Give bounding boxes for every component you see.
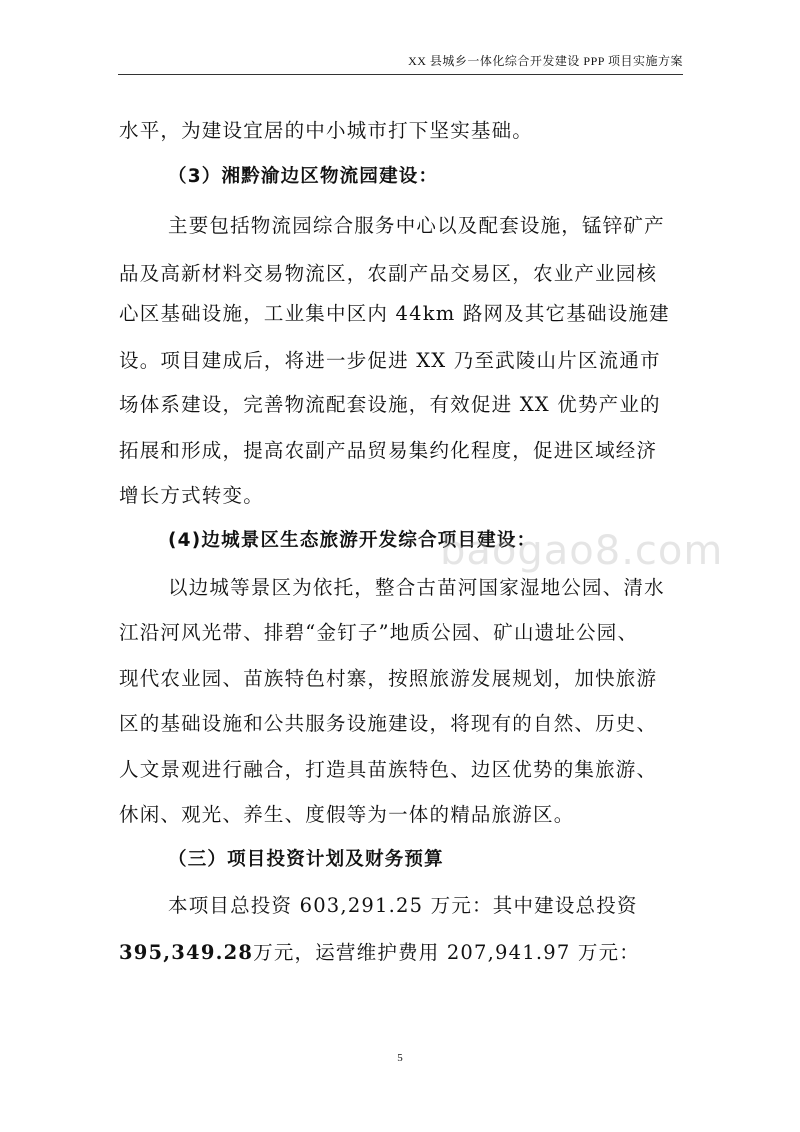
paragraph-line: 区的基础设施和公共服务设施建设，将现有的自然、历史、 bbox=[119, 712, 658, 735]
paragraph-line: 江沿河风光带、排碧“金钉子”地质公园、矿山遗址公园、 bbox=[119, 621, 639, 644]
paragraph-line bbox=[119, 937, 640, 965]
paragraph-line: 场体系建设，完善物流配套设施，有效促进 XX 优势产业的 bbox=[119, 393, 661, 416]
paragraph-line: 增长方式转变。 bbox=[119, 484, 264, 507]
paragraph-line: 水平，为建设宜居的中小城市打下坚实基础。 bbox=[119, 119, 534, 142]
watermark: baogao8.com bbox=[440, 528, 724, 574]
header-title: XX 县城乡一体化综合开发建设 PPP 项目实施方案 bbox=[408, 54, 683, 68]
construction-investment-amount: 395,349.28 bbox=[119, 941, 254, 964]
paragraph-line: 设。项目建成后，将进一步促进 XX 乃至武陵山片区流通市 bbox=[119, 349, 661, 372]
paragraph-line-rest: 万元，运营维护费用 207,941.97 万元： bbox=[253, 941, 640, 964]
paragraph-line: 品及高新材料交易物流区，农副产品交易区，农业产业园核 bbox=[119, 262, 658, 285]
paragraph-line: 心区基础设施，工业集中区内 44km 路网及其它基础设施建 bbox=[119, 302, 670, 325]
subheading-4: (4)边城景区生态旅游开发综合项目建设： bbox=[168, 530, 537, 551]
paragraph-line: 拓展和形成，提高农副产品贸易集约化程度，促进区域经济 bbox=[119, 439, 658, 462]
paragraph-line: 本项目总投资 603,291.25 万元：其中建设总投资 bbox=[168, 894, 638, 917]
paragraph-line: 人文景观进行融合，打造具苗族特色、边区优势的集旅游、 bbox=[119, 758, 658, 781]
paragraph-line: 休闲、观光、养生、度假等为一体的精品旅游区。 bbox=[119, 803, 575, 826]
paragraph-line: 现代农业园、苗族特色村寨，按照旅游发展规划，加快旅游 bbox=[119, 667, 658, 690]
page-number: 5 bbox=[397, 1052, 403, 1064]
paragraph-line: 主要包括物流园综合服务中心以及配套设施，锰锌矿产 bbox=[168, 214, 665, 237]
paragraph-line: 以边城等景区为依托，整合古苗河国家湿地公园、清水 bbox=[168, 576, 665, 599]
section-heading: （三）项目投资计划及财务预算 bbox=[168, 849, 444, 870]
subheading-3: （3）湘黔渝边区物流园建设： bbox=[168, 166, 439, 187]
page-header bbox=[118, 52, 683, 75]
